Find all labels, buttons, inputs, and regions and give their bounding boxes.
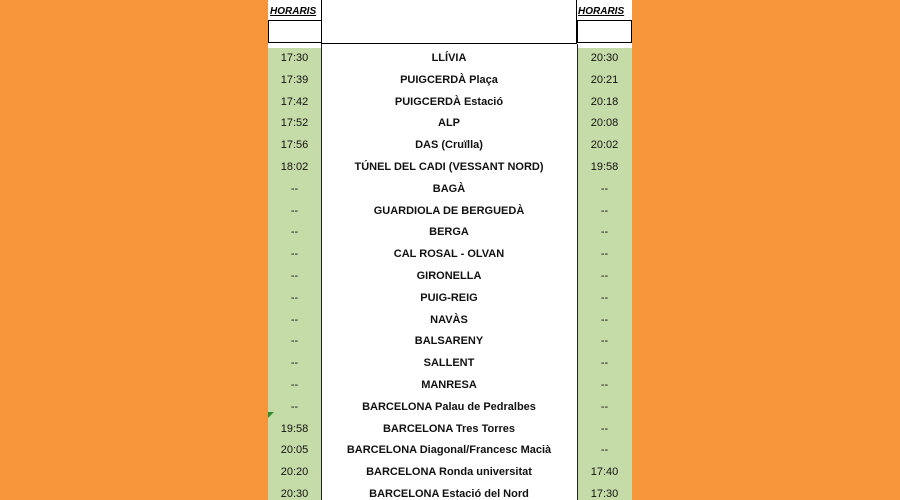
return-time-cell: -- [600, 335, 609, 348]
return-time-cell: -- [600, 291, 609, 304]
outbound-time-cell: -- [290, 313, 299, 326]
table-row [268, 179, 632, 201]
outbound-time-cell: 17:42 [280, 95, 309, 108]
outbound-time-cell: -- [290, 400, 299, 413]
right-header-label: HORARIS [578, 6, 625, 17]
table-row [268, 201, 632, 223]
outbound-time-cell: 20:30 [280, 487, 309, 500]
table-row [268, 48, 632, 70]
table-row [268, 375, 632, 397]
table-row [268, 135, 632, 157]
table-row [268, 244, 632, 266]
stop-name-cell: TÚNEL DEL CADI (VESSANT NORD) [354, 160, 544, 173]
outbound-time-cell: -- [290, 335, 299, 348]
table-row [268, 92, 632, 114]
cell-comment-marker [268, 412, 274, 418]
return-time-cell: -- [600, 444, 609, 457]
stop-name-cell: PUIG-REIG [420, 291, 478, 304]
stop-name-cell: GIRONELLA [416, 269, 482, 282]
stop-name-cell: CAL ROSAL - OLVAN [393, 248, 505, 261]
return-time-cell: -- [600, 422, 609, 435]
return-time-cell: 19:58 [590, 160, 619, 173]
stop-name-cell: BARCELONA Diagonal/Francesc Macià [346, 444, 552, 457]
outbound-time-cell: -- [290, 182, 299, 195]
timetable-sheet [268, 0, 632, 500]
return-time-cell: 20:08 [590, 117, 619, 130]
table-row [268, 484, 632, 500]
stop-name-cell: MANRESA [421, 378, 477, 391]
table-row [268, 331, 632, 353]
outbound-time-cell: 18:02 [280, 160, 309, 173]
table-row [268, 462, 632, 484]
table-row [268, 113, 632, 135]
stop-name-cell: BARCELONA Tres Torres [382, 422, 516, 435]
table-row [268, 288, 632, 310]
stop-name-cell: PUIGCERDÀ Plaça [400, 73, 498, 86]
outbound-time-cell: 19:58 [280, 422, 309, 435]
stop-name-cell: BARCELONA Palau de Pedralbes [362, 400, 536, 413]
return-time-cell: -- [600, 313, 609, 326]
return-time-cell: 17:30 [590, 487, 619, 500]
outbound-time-cell: -- [290, 269, 299, 282]
table-row [268, 222, 632, 244]
outbound-time-cell: -- [290, 226, 299, 239]
return-time-cell: 17:40 [590, 466, 619, 479]
table-row [268, 419, 632, 441]
return-time-cell: -- [600, 226, 609, 239]
timetable-rows [268, 48, 632, 500]
center-header-box [321, 0, 577, 44]
outbound-time-cell: -- [290, 248, 299, 261]
stop-name-cell: BAGÀ [432, 182, 466, 195]
return-time-cell: -- [600, 357, 609, 370]
outbound-time-cell: -- [290, 378, 299, 391]
outbound-time-cell: -- [290, 291, 299, 304]
outbound-time-cell: 20:20 [280, 466, 309, 479]
outbound-time-cell: 20:05 [280, 444, 309, 457]
stop-name-cell: GUARDIOLA DE BERGUEDÀ [373, 204, 525, 217]
stop-name-cell: LLÍVIA [431, 52, 467, 64]
left-header-box [268, 20, 322, 43]
return-time-cell: -- [600, 182, 609, 195]
outbound-time-cell: 17:56 [280, 139, 309, 152]
outbound-time-cell: 17:30 [280, 52, 309, 64]
return-time-cell: -- [600, 269, 609, 282]
stop-name-cell: NAVÀS [430, 313, 468, 326]
outbound-time-cell: -- [290, 204, 299, 217]
return-time-cell: 20:02 [590, 139, 619, 152]
right-header-box [577, 20, 632, 43]
table-row [268, 157, 632, 179]
left-header-label: HORARIS [270, 6, 317, 17]
return-time-cell: 20:30 [590, 52, 619, 64]
table-row [268, 310, 632, 332]
table-row [268, 266, 632, 288]
return-time-cell: 20:21 [590, 73, 619, 86]
return-time-cell: -- [600, 400, 609, 413]
stop-name-cell: BARCELONA Estació del Nord [369, 487, 529, 500]
table-row [268, 397, 632, 419]
table-row [268, 70, 632, 92]
return-time-cell: -- [600, 204, 609, 217]
return-time-cell: 20:18 [590, 95, 619, 108]
return-time-cell: -- [600, 248, 609, 261]
stop-name-cell: PUIGCERDÀ Estació [394, 95, 504, 108]
stop-name-cell: BARCELONA Ronda universitat [366, 466, 532, 479]
outbound-time-cell: -- [290, 357, 299, 370]
stop-name-cell: BALSARENY [414, 335, 484, 348]
return-time-cell: -- [600, 378, 609, 391]
stop-name-cell: BERGA [429, 226, 469, 239]
stop-name-cell: ALP [438, 117, 460, 130]
stop-name-cell: DAS (Cruïlla) [415, 139, 483, 152]
outbound-time-cell: 17:39 [280, 73, 309, 86]
table-row [268, 353, 632, 375]
stop-name-cell: SALLENT [423, 357, 475, 370]
table-row [268, 440, 632, 462]
outbound-time-cell: 17:52 [280, 117, 309, 130]
